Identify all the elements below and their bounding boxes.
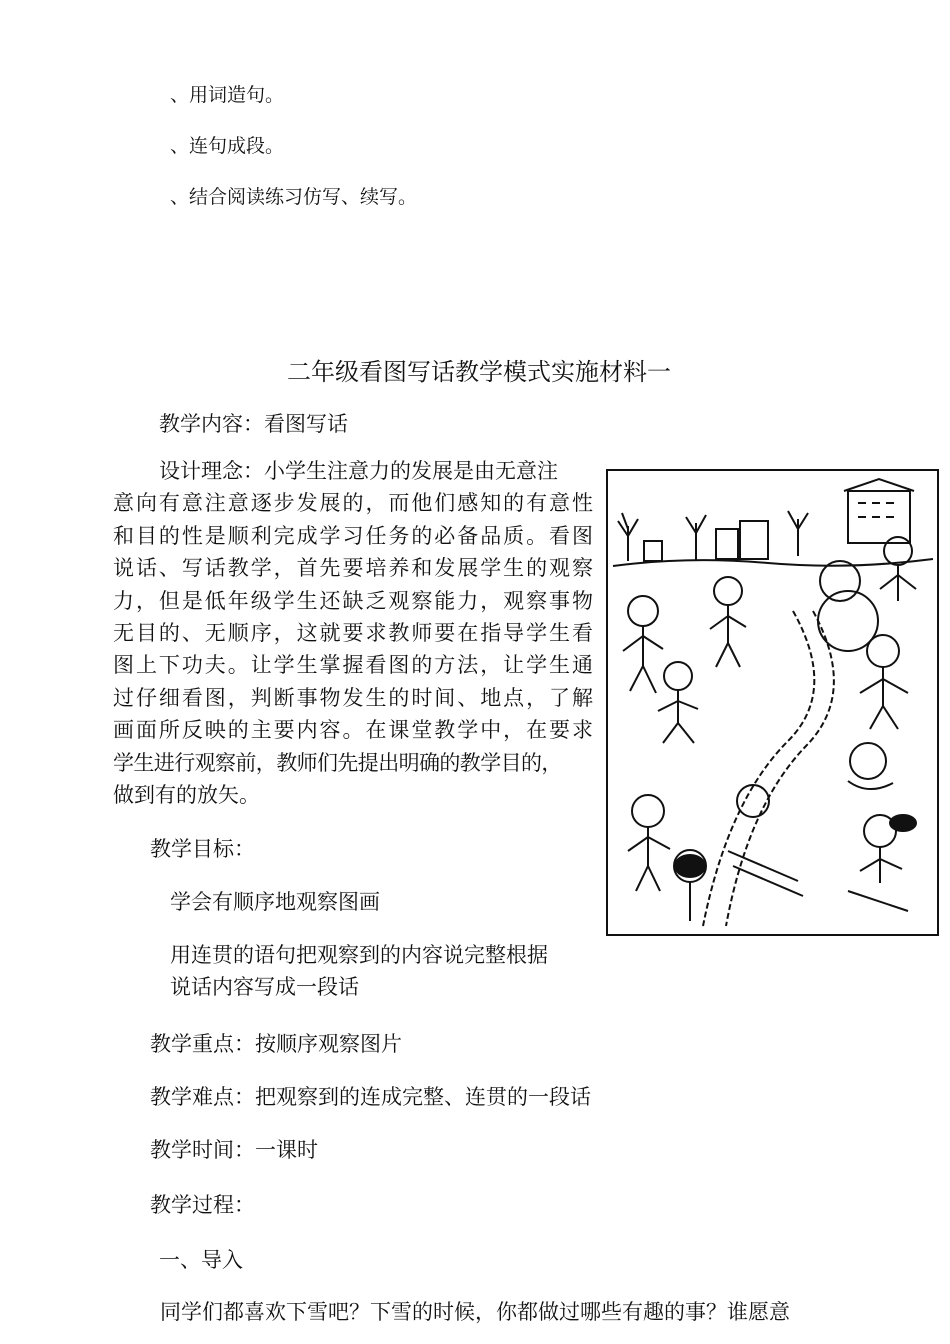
goal-2-line-2: 说话内容写成一段话 [170, 975, 359, 999]
snow-scene-illustration [606, 469, 939, 936]
goals-label: 教学目标： [150, 837, 255, 861]
goal-2-line-1: 用连贯的语句把观察到的内容说完整根据 [170, 943, 548, 967]
teaching-time: 教学时间：一课时 [150, 1138, 318, 1162]
design-line: 图上下功夫。让学生掌握看图的方法，让学生通 [113, 653, 593, 678]
design-line: 学生进行观察前，教师们先提出明确的教学目的， [113, 750, 562, 775]
snow-scene-drawing [608, 471, 937, 934]
list-item-2: 、连句成段。 [170, 135, 285, 157]
document-title: 二年级看图写话教学模式实施材料一 [287, 358, 671, 386]
key-point: 教学重点：按顺序观察图片 [150, 1032, 402, 1056]
design-line: 意向有意注意逐步发展的，而他们感知的有意性 [113, 491, 593, 516]
goal-1: 学会有顺序地观察图画 [170, 890, 380, 914]
intro-text: 同学们都喜欢下雪吧？下雪的时候，你都做过哪些有趣的事？谁愿意 [160, 1300, 790, 1324]
design-line: 做到有的放矢。 [113, 783, 260, 808]
design-concept-paragraph [113, 455, 593, 811]
design-line: 和目的性是顺利完成学习任务的必备品质。看图 [113, 523, 593, 548]
list-item-3: 、结合阅读练习仿写、续写。 [170, 186, 418, 208]
design-line: 力，但是低年级学生还缺乏观察能力，观察事物 [113, 588, 593, 613]
teaching-content: 教学内容：看图写话 [159, 412, 348, 436]
section-intro: 一、导入 [159, 1248, 243, 1272]
design-line: 过仔细看图，判断事物发生的时间、地点，了解 [113, 685, 593, 710]
design-line: 说话、写话教学，首先要培养和发展学生的观察 [113, 556, 593, 581]
difficulty: 教学难点：把观察到的连成完整、连贯的一段话 [150, 1085, 591, 1109]
design-line: 画面所反映的主要内容。在课堂教学中，在要求 [113, 718, 593, 743]
list-item-1: 、用词造句。 [170, 84, 285, 106]
design-line: 设计理念：小学生注意力的发展是由无意注 [159, 459, 558, 483]
design-line: 无目的、无顺序，这就要求教师要在指导学生看 [113, 621, 593, 646]
teaching-process: 教学过程： [150, 1193, 255, 1217]
